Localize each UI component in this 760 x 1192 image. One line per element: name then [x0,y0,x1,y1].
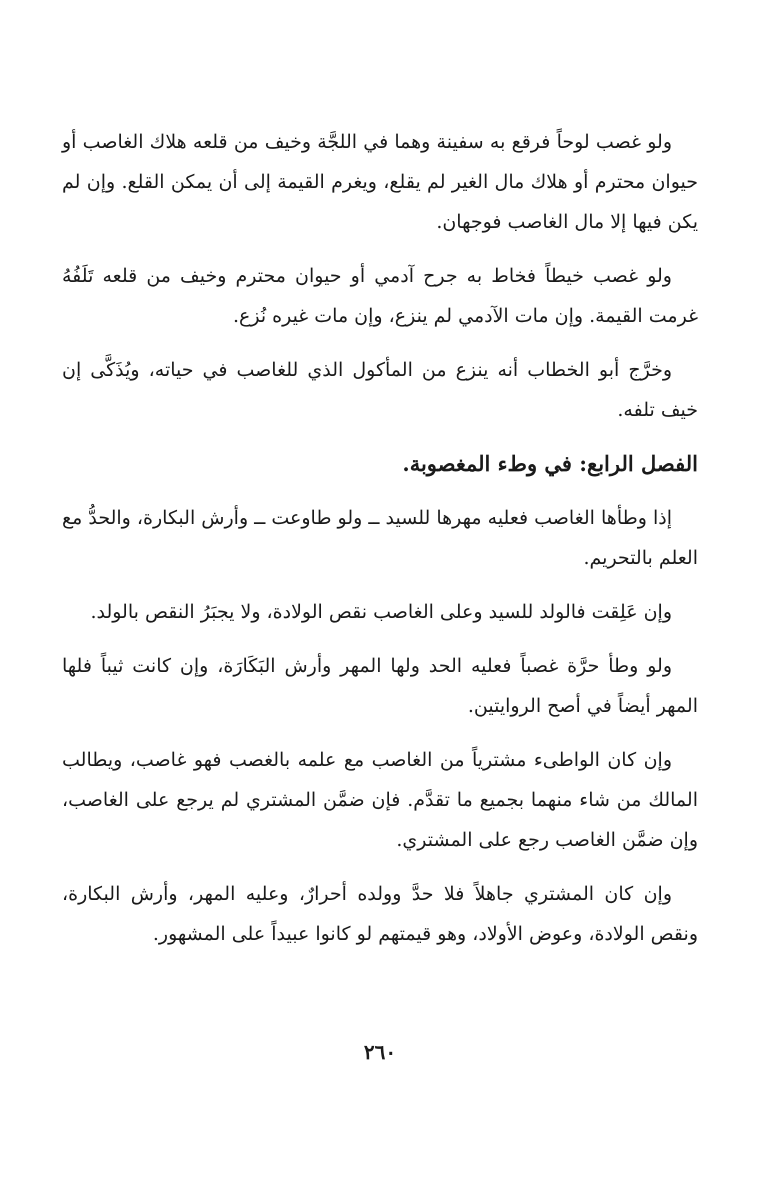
paragraph-child-for-master: وإن عَلِقت فالولد للسيد وعلى الغاصب نقص الولادة، ولا يجبَرُ النقص بالولد. [90,601,672,623]
paragraph-knowing-buyer: وإن كان الواطىء مشترياً من الغاصب مع علمه بالغصب فهو غاصب، ويطالب المالك من شاء منهما بجميع ما تقدَّم. فإن ضمَّن المشتري لم يرجع على الغاصب، وإن ضمَّن الغاصب رجع على المشتري. [62,749,698,851]
page-body [62,122,698,968]
section-heading-chapter-four: الفصل الرابع: في وطء المغصوبة. [402,451,698,476]
paragraph-lawh-ship: ولو غصب لوحاً فرقع به سفينة وهما في اللجَّة وخيف من قلعه هلاك الغاصب أو حيوان محترم أو هلاك مال الغير لم يقلع، ويغرم القيمة إلى أن يمكن القلع. وإن لم يكن فيها إلا مال الغاصب فوجهان. [62,131,698,233]
paragraph-abu-al-khattab: وخرَّج أبو الخطاب أنه ينزع من المأكول الذي للغاصب في حياته، ويُذَكَّى إن خيف تلفه. [62,359,698,421]
page-number: ٢٦٠ [363,1040,397,1064]
paragraph-ignorant-buyer: وإن كان المشتري جاهلاً فلا حدَّ وولده أحرارٌ، وعليه المهر، وأرش البكارة، ونقص الولادة، وعوض الأولاد، وهو قيمتهم لو كانوا عبيداً على المشهور. [62,883,698,945]
paragraph-mahr-for-master: إذا وطأها الغاصب فعليه مهرها للسيد ــ ولو طاوعت ــ وأرش البكارة، والحدُّ مع العلم بالتحريم. [62,507,698,569]
paragraph-free-woman: ولو وطأ حرَّة غصباً فعليه الحد ولها المهر وأرش البَكَارَة، وإن كانت ثيباً فلها المهر أيضاً في أصح الروايتين. [62,655,698,717]
paragraph-thread-wound: ولو غصب خيطاً فخاط به جرح آدمي أو حيوان محترم وخيف من قلعه تَلَفُهُ غرمت القيمة. وإن مات الآدمي لم ينزع، وإن مات غيره نُزع. [62,265,698,327]
